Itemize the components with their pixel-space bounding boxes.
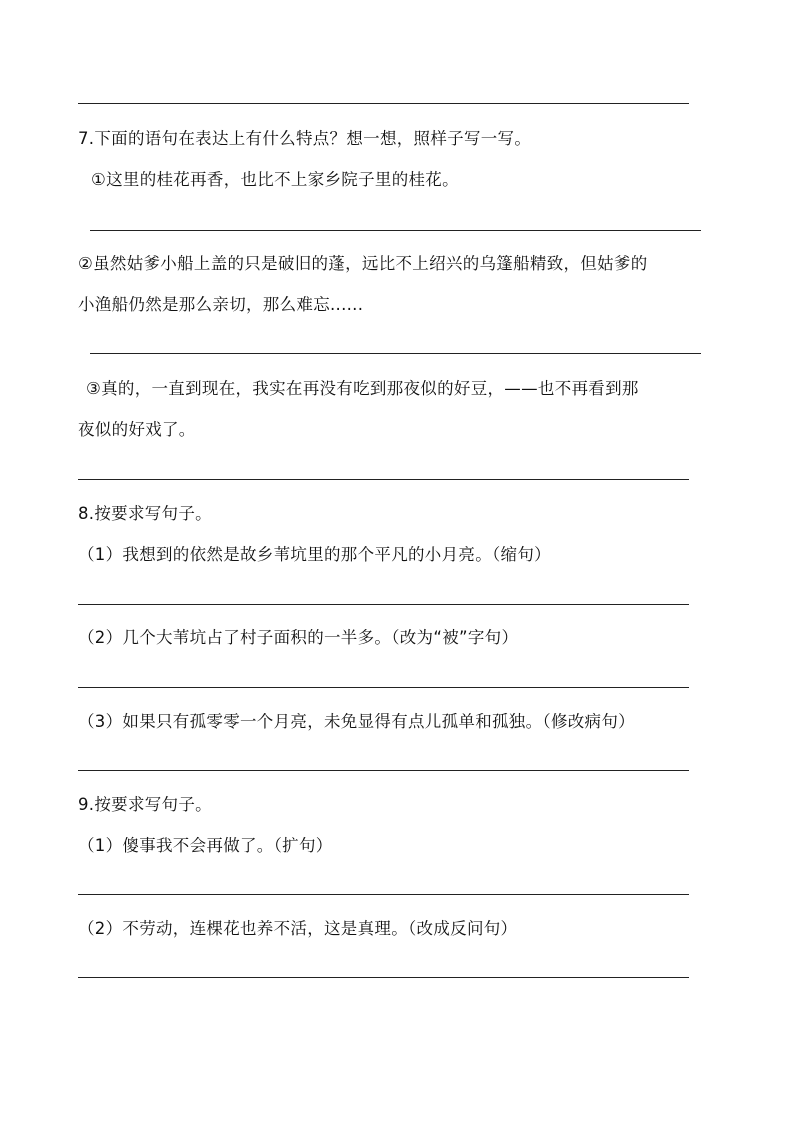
- question-7-item-3-cont: 夜似的好戏了。: [78, 420, 196, 439]
- question-7-item-2-cont: 小渔船仍然是那么亲切，那么难忘......: [78, 295, 364, 314]
- question-7-item-1: ①这里的桂花再香，也比不上家乡院子里的桂花。: [91, 170, 459, 189]
- question-8-title: 8.按要求写句子。: [78, 504, 212, 523]
- answer-line-8-2[interactable]: [78, 687, 689, 688]
- answer-line-8-3[interactable]: [78, 770, 689, 771]
- question-8-item-3: （3）如果只有孤零零一个月亮，未免显得有点儿孤单和孤独。（修改病句）: [78, 712, 635, 731]
- question-8-item-2: （2）几个大苇坑占了村子面积的一半多。（改为“被”字句）: [78, 628, 519, 647]
- answer-line-top: [78, 103, 689, 104]
- answer-line-7-2[interactable]: [90, 353, 701, 354]
- question-7-title: 7.下面的语句在表达上有什么特点？想一想，照样子写一写。: [78, 129, 532, 148]
- question-9-item-2: （2）不劳动，连棵花也养不活，这是真理。（改成反问句）: [78, 919, 518, 938]
- answer-line-8-1[interactable]: [78, 604, 689, 605]
- question-7-item-3: ③真的，一直到现在，我实在再没有吃到那夜似的好豆，——也不再看到那: [86, 379, 639, 398]
- question-7-item-2: ②虽然姑爹小船上盖的只是破旧的蓬，远比不上绍兴的乌篷船精致，但姑爹的: [78, 254, 648, 273]
- question-9-title: 9.按要求写句子。: [78, 795, 212, 814]
- question-8-item-1: （1）我想到的依然是故乡苇坑里的那个平凡的小月亮。（缩句）: [78, 545, 551, 564]
- question-9-item-1: （1）傻事我不会再做了。（扩句）: [78, 836, 333, 855]
- answer-line-9-2[interactable]: [78, 977, 689, 978]
- answer-line-9-1[interactable]: [78, 894, 689, 895]
- answer-line-7-1[interactable]: [90, 230, 701, 231]
- answer-line-7-3[interactable]: [78, 479, 689, 480]
